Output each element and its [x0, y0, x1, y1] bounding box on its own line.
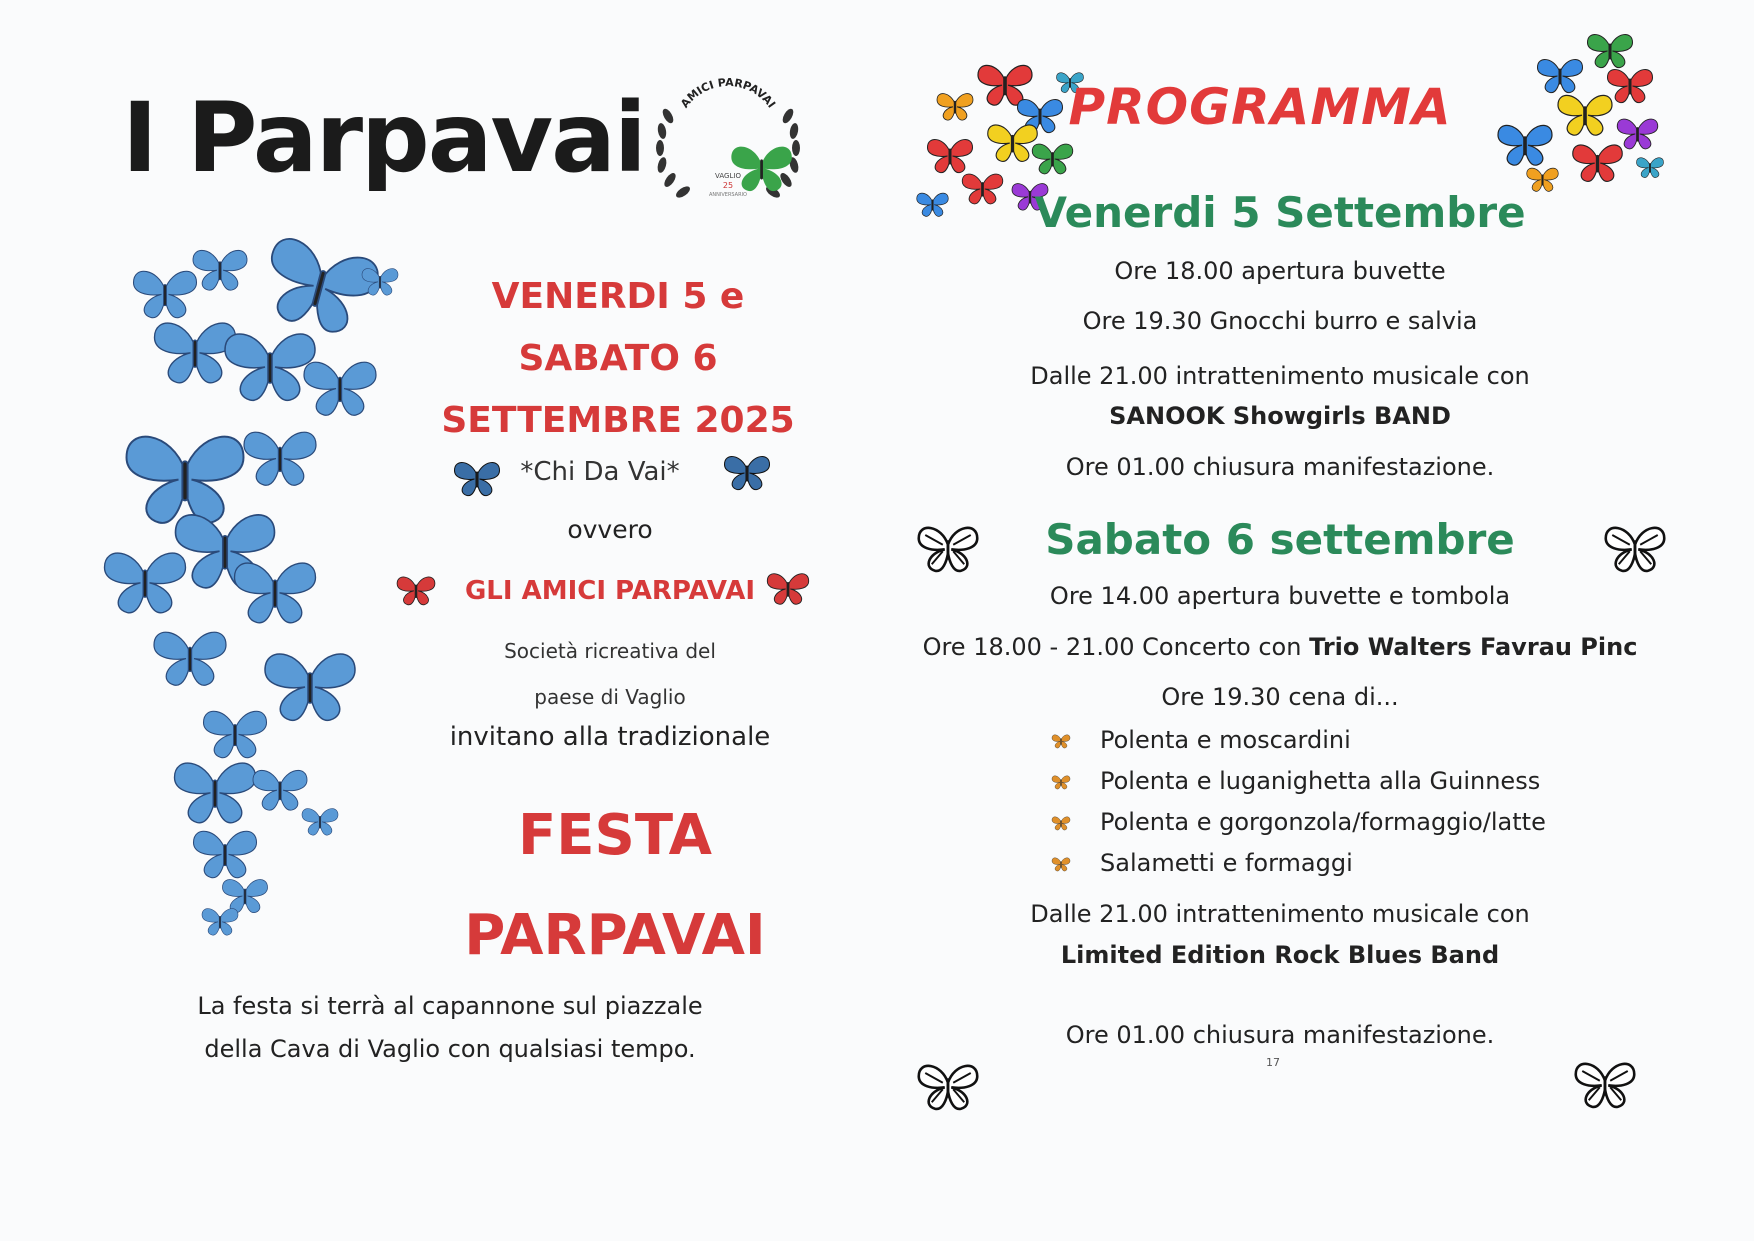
societa-text [430, 628, 790, 720]
menu-item: Polenta e luganighetta alla Guinness [1050, 761, 1546, 802]
day2-title: Sabato 6 settembre [1045, 515, 1515, 564]
svg-text:AMICI PARPAVAI [678, 76, 778, 110]
day2-line-3: Ore 19.30 cena di... [1161, 683, 1399, 711]
day2-line-2-band: Trio Walters Favrau Pinc [1309, 633, 1638, 661]
outline-butterfly-icon [1602, 522, 1668, 574]
location-line-1: La festa si terrà al capannone sul piazzale [197, 992, 703, 1020]
outline-butterfly-icon [1572, 1058, 1638, 1110]
invitano-text: invitano alla tradizionale [449, 722, 771, 752]
page-number: 17 [1266, 1056, 1280, 1069]
logo-center-text: VAGLIO [715, 172, 741, 180]
logo-number-text: 25 [722, 181, 734, 190]
outline-butterfly-icon [915, 522, 981, 574]
outline-butterfly-icon [915, 1060, 981, 1112]
date-line-1: VENERDI 5 e [491, 276, 745, 317]
festa-line-1: FESTA [517, 803, 713, 868]
butterfly-bullet-icon [1050, 733, 1072, 749]
main-title: I Parpavai [122, 82, 645, 194]
date-line-3: SETTEMBRE 2025 [441, 400, 795, 441]
menu-item: Polenta e gorgonzola/formaggio/latte [1050, 802, 1546, 843]
date-line-2: SABATO 6 [518, 338, 718, 379]
menu-item: Polenta e moscardini [1050, 720, 1546, 761]
logo-bottom-text: ANNIVERSARIO [708, 192, 748, 198]
dinner-menu [1050, 720, 1546, 884]
ovvero-text: ovvero [567, 515, 653, 544]
day2-line-5: Ore 01.00 chiusura manifestazione. [1065, 1021, 1495, 1049]
day1-line-3: Dalle 21.00 intrattenimento musicale con [1030, 362, 1530, 390]
day2-line-4: Dalle 21.00 intrattenimento musicale con [1030, 900, 1530, 928]
butterfly-bullet-icon [1050, 856, 1072, 872]
day1-band: SANOOK Showgirls BAND [1109, 402, 1451, 430]
day2-line-2-prefix: Ore 18.00 - 21.00 Concerto con [922, 633, 1310, 661]
logo-arc-text: AMICI PARPAVAI [678, 76, 778, 111]
societa-line-1: Società ricreativa del [504, 639, 716, 663]
menu-item: Salametti e formaggi [1050, 843, 1546, 884]
colorful-butterflies-right [1495, 25, 1675, 200]
day1-title: Venerdi 5 Settembre [1034, 188, 1526, 237]
amici-parpavai: GLI AMICI PARPAVAI [464, 576, 756, 606]
programma-title: PROGRAMMA [1068, 78, 1452, 136]
location-text [130, 985, 770, 1071]
event-dates [418, 266, 818, 452]
location-line-2: della Cava di Vaglio con qualsiasi tempo. [204, 1035, 696, 1063]
red-butterfly-icon [765, 568, 811, 608]
festa-line-2: PARPAVAI [464, 903, 766, 968]
butterfly-bullet-icon [1050, 774, 1072, 790]
day2-band: Limited Edition Rock Blues Band [1060, 941, 1500, 969]
day2-line-1: Ore 14.00 apertura buvette e tombola [1049, 582, 1511, 610]
day2-line-2 [900, 633, 1660, 661]
small-blue-butterfly-icon [722, 452, 772, 492]
day1-line-2: Ore 19.30 Gnocchi burro e salvia [1082, 307, 1478, 335]
day1-line-1: Ore 18.00 apertura buvette [1114, 257, 1446, 285]
logo-butterfly-icon [731, 147, 791, 192]
logo [648, 76, 808, 216]
day1-line-4: Ore 01.00 chiusura manifestazione. [1065, 453, 1495, 481]
festa-title [380, 786, 850, 986]
societa-line-2: paese di Vaglio [534, 685, 686, 709]
butterfly-bullet-icon [1050, 815, 1072, 831]
subtitle: *Chi Da Vai* [520, 457, 680, 487]
